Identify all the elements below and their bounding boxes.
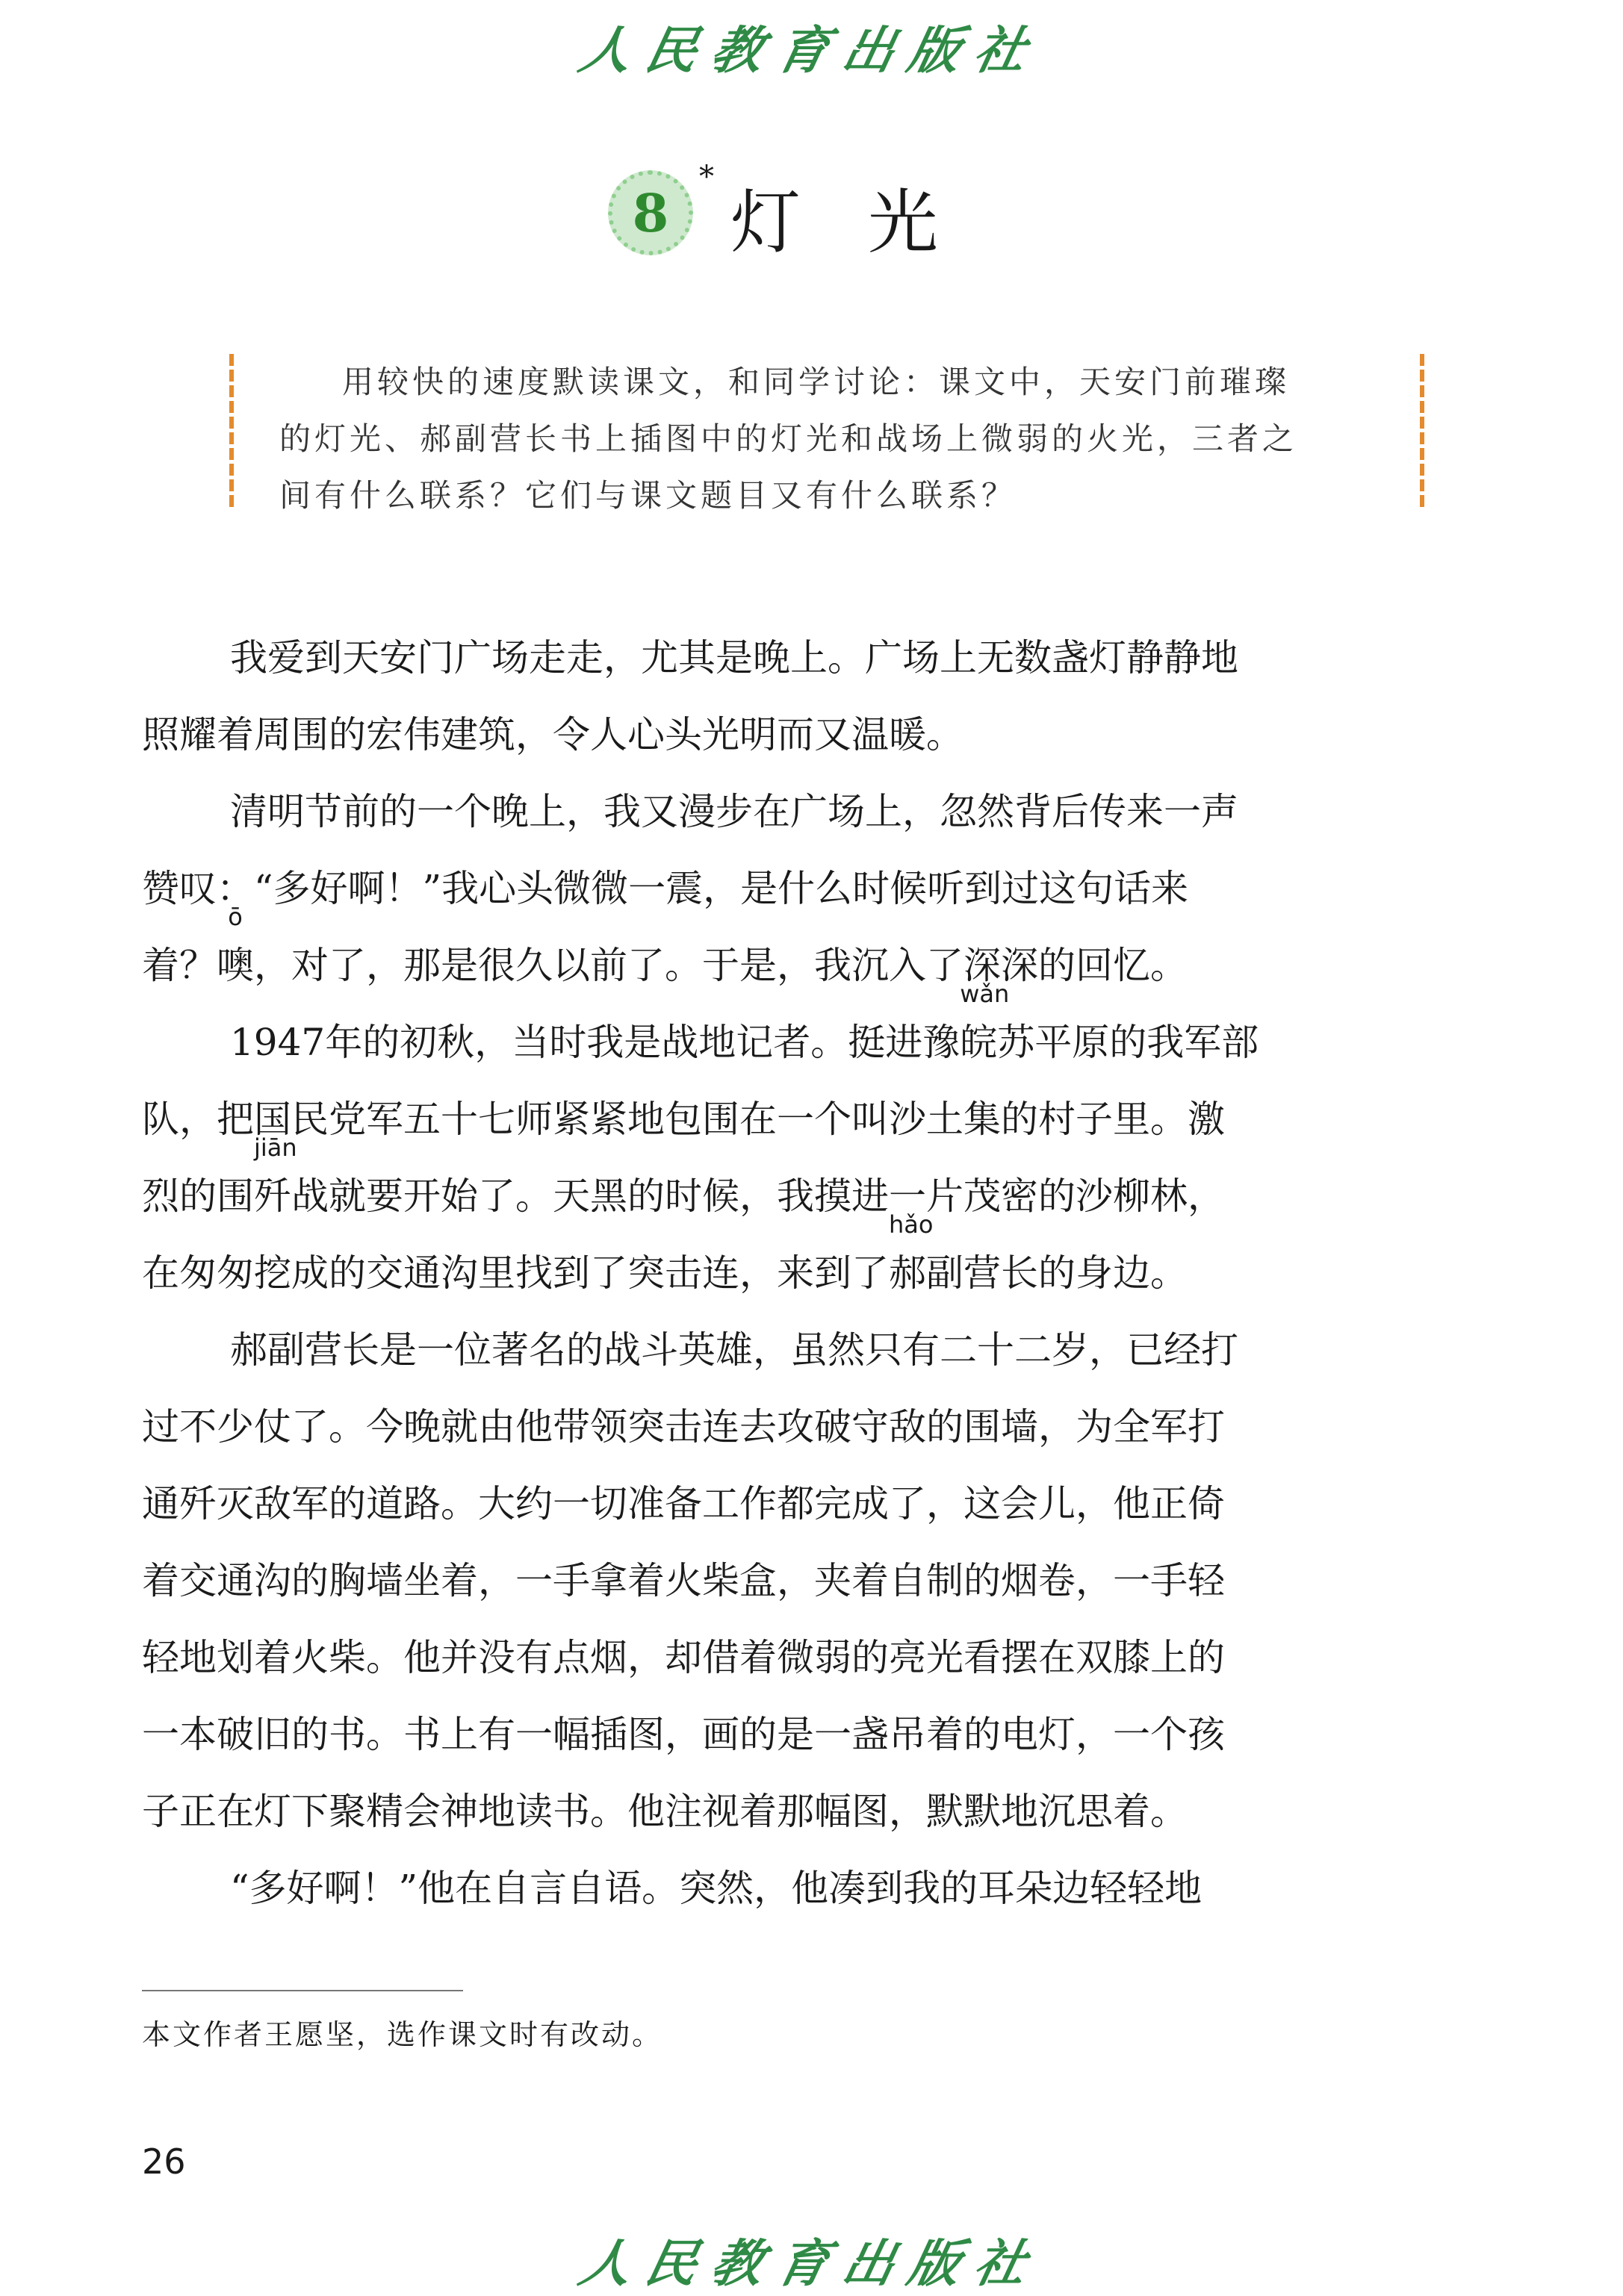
prompt-right-border	[1420, 354, 1424, 509]
lesson-number: 8	[632, 181, 669, 244]
publisher-logo-bottom: 人民教育出版社	[574, 2234, 1047, 2294]
pinyin: hǎo	[889, 1210, 934, 1239]
body-line: 子正在灯下聚精会神地读书。他注视着那幅图，默默地沉思着。	[142, 1790, 1188, 1833]
body-line: 郝副营长是一位著名的战斗英雄，虽然只有二十二岁，已经打	[230, 1328, 1238, 1372]
prompt-line: 间有什么联系？它们与课文题目又有什么联系？	[279, 477, 1017, 514]
pinyin: jiān	[254, 1133, 297, 1162]
body-line: 赞叹：“多好啊！”我心头微微一震，是什么时候听到过这句话来	[142, 867, 1189, 910]
text-segment: 苏平原的我军部	[997, 1021, 1259, 1064]
prompt-line: 的灯光、郝副营长书上插图中的灯光和战场上微弱的火光，三者之	[279, 420, 1298, 457]
lesson-title: 灯光	[730, 182, 1006, 264]
body-line	[142, 1210, 1427, 1312]
body-line: 照耀着周围的宏伟建筑，令人心头光明而又温暖。	[142, 713, 963, 756]
text-segment: 着？	[142, 944, 217, 987]
text-segment: 战就要开始了。天黑的时候，我摸进一片茂密的沙柳林，	[291, 1175, 1225, 1218]
body-line: 我爱到天安门广场走走，尤其是晚上。广场上无数盏灯静静地	[230, 636, 1238, 679]
self-study-marker: *	[699, 160, 714, 194]
body-line: “多好啊！”他在自言自语。突然，他凑到我的耳朵边轻轻地	[230, 1867, 1202, 1910]
lesson-number-badge	[608, 170, 693, 255]
pinyin: wǎn	[960, 980, 1010, 1008]
prompt-line: 用较快的速度默读课文，和同学讨论：课文中，天安门前璀璨	[342, 364, 1291, 400]
text-segment: 在匆匆挖成的交通沟里找到了突击连，来到了	[142, 1251, 889, 1295]
annotated-character	[217, 903, 254, 1004]
body-line: 一本破旧的书。书上有一幅插图，画的是一盏吊着的电灯，一个孩	[142, 1713, 1225, 1756]
text-segment: 1947年的初秋，当时我是战地记者。挺进豫	[230, 1021, 961, 1064]
body-line: 轻地划着火柴。他并没有点烟，却借着微弱的亮光看摆在双膝上的	[142, 1636, 1225, 1679]
pinyin: ō	[228, 903, 243, 931]
body-line: 清明节前的一个晚上，我又漫步在广场上，忽然背后传来一声	[230, 790, 1238, 833]
text-segment: 烈的围	[142, 1175, 254, 1218]
footnote: 本文作者王愿坚，选作课文时有改动。	[142, 2018, 663, 2051]
body-line	[142, 903, 1427, 1008]
annotated-character	[254, 1133, 297, 1235]
footnote-divider	[142, 1990, 463, 1991]
publisher-logo-top: 人民教育出版社	[574, 21, 1047, 81]
body-line: 通歼灭敌军的道路。大约一切准备工作都完成了，这会儿，他正倚	[142, 1482, 1225, 1525]
body-line	[142, 1133, 1427, 1239]
ruby-base: 皖	[960, 1021, 998, 1064]
prompt-left-border	[229, 354, 234, 509]
ruby-base: 郝	[889, 1251, 926, 1295]
body-line: 队，把国民党军五十七师紧紧地包围在一个叫沙土集的村子里。激	[142, 1098, 1225, 1141]
body-line: 着交通沟的胸墙坐着，一手拿着火柴盒，夹着自制的烟卷，一手轻	[142, 1559, 1225, 1602]
lesson-body	[142, 620, 1427, 1927]
text-segment: 副营长的身边。	[926, 1251, 1188, 1295]
annotated-character	[960, 980, 1010, 1081]
body-line	[142, 980, 1427, 1081]
ruby-base: 噢	[217, 944, 254, 987]
annotated-character	[889, 1210, 934, 1312]
body-line: 过不少仗了。今晚就由他带领突击连去攻破守敌的围墙，为全军打	[142, 1405, 1225, 1449]
page-number: 26	[142, 2141, 186, 2182]
text-segment: ，对了，那是很久以前了。于是，我沉入了深深的回忆。	[254, 944, 1188, 987]
reading-prompt	[279, 354, 1385, 524]
ruby-base: 歼	[254, 1175, 291, 1218]
